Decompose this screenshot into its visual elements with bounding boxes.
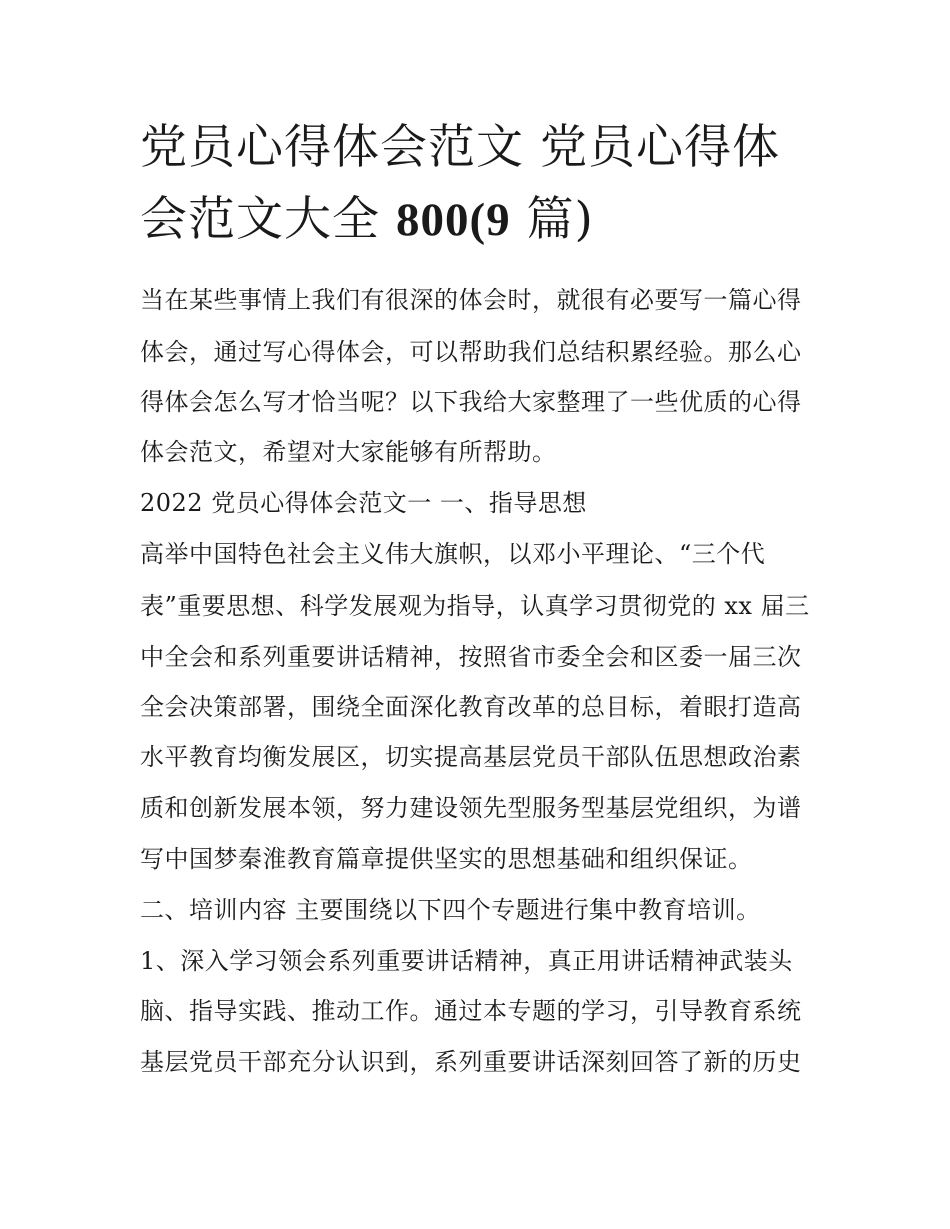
body-line: 得体会怎么写才恰当呢？以下我给大家整理了一些优质的心得 [140,388,802,416]
section-heading: 二、培训内容 主要围绕以下四个专题进行集中教育培训。 [140,896,761,924]
body-line: 体会范文，希望对大家能够有所帮助。 [140,438,557,466]
body-line: 表”重要思想、科学发展观为指导，认真学习贯彻党的 xx 届三 [140,592,810,620]
title-line-1: 党员心得体会范文 党员心得体 [140,120,780,175]
section-heading: 2022 党员心得体会范文一 一、指导思想 [140,489,587,517]
body-line: 高举中国特色社会主义伟大旗帜，以邓小平理论、“三个代 [140,540,766,568]
body-line: 1、深入学习领会系列重要讲话精神，真正用讲话精神武装头 [140,947,793,975]
body-line: 体会，通过写心得体会，可以帮助我们总结积累经验。那么心 [140,338,802,366]
body-line: 水平教育均衡发展区，切实提高基层党员干部队伍思想政治素 [140,743,802,771]
body-line: 当在某些事情上我们有很深的体会时，就很有必要写一篇心得 [140,286,802,314]
body-line: 基层党员干部充分认识到，系列重要讲话深刻回答了新的历史 [140,1048,802,1076]
title-line-2-number: 800(9 [395,194,511,246]
document-title [140,112,830,256]
title-line-2-text: 会范文大全 [140,192,396,247]
body-line: 脑、指导实践、推动工作。通过本专题的学习，引导教育系统 [140,997,802,1025]
body-line: 质和创新发展本领，努力建设领先型服务型基层党组织，为谱 [140,794,802,822]
body-line: 全会决策部署，围绕全面深化教育改革的总目标，着眼打造高 [140,693,802,721]
title-line-2-tail: 篇) [510,192,594,247]
body-line: 写中国梦秦淮教育篇章提供坚实的思想基础和组织保证。 [140,845,753,873]
body-line: 中全会和系列重要讲话精神，按照省市委全会和区委一届三次 [140,643,802,671]
